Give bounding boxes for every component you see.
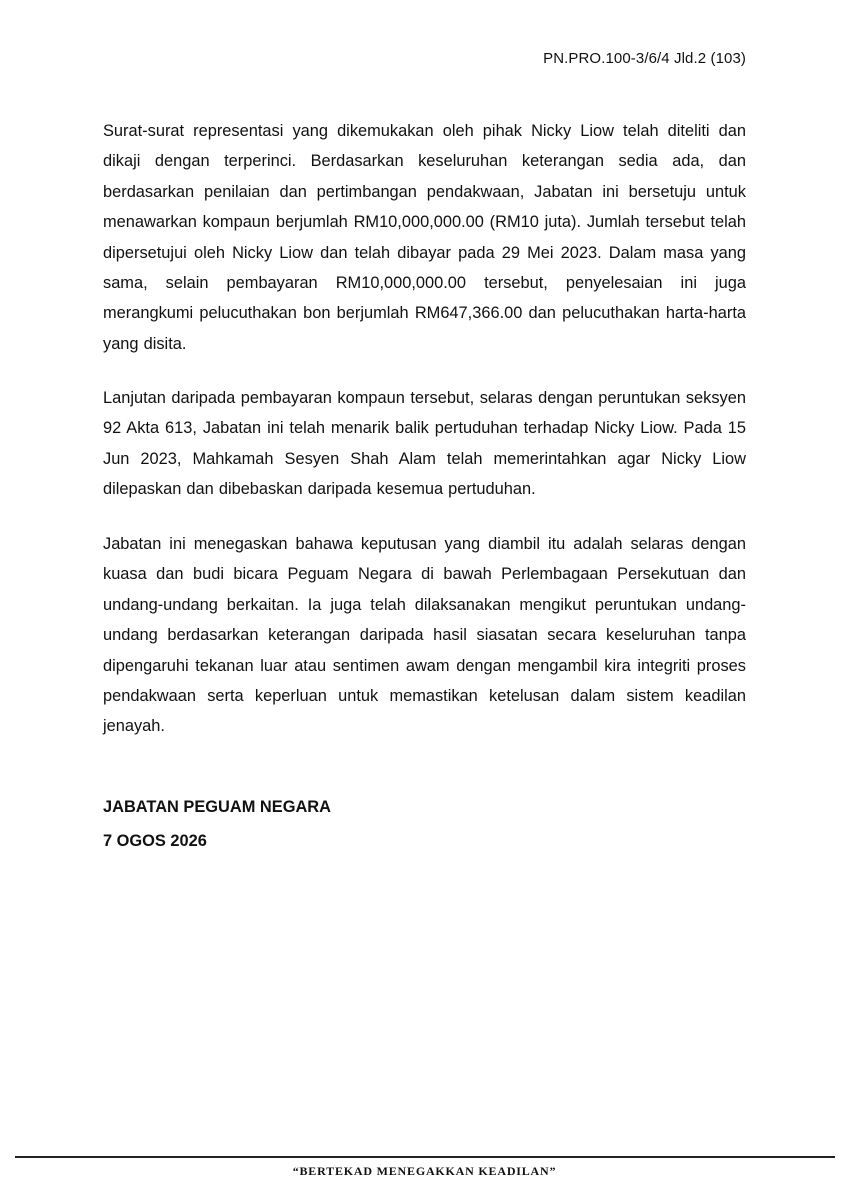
paragraph-statement: Jabatan ini menegaskan bahawa keputusan yang diambil itu adalah selaras dengan kuasa dan budi bicara Peguam Negara di bawah Perlembagaan Persekutuan dan undang-undang berkaitan. Ia juga telah dilaksanakan mengikut peruntukan undang-undang berdasarkan keterangan daripada hasil siasatan secara keseluruhan tanpa dipengaruhi tekanan luar atau sentimen awam dengan mengambil kira integriti proses pendakwaan serta keperluan untuk memastikan ketelusan dalam sistem keadilan jenayah. bbox=[103, 535, 746, 736]
signature-department: JABATAN PEGUAM NEGARA bbox=[103, 798, 331, 816]
reference-number: PN.PRO.100-3/6/4 Jld.2 (103) bbox=[543, 50, 746, 67]
footer-divider bbox=[15, 1156, 835, 1158]
signature-date: 7 OGOS 2026 bbox=[103, 832, 207, 850]
paragraph-withdrawal: Lanjutan daripada pembayaran kompaun tersebut, selaras dengan peruntukan seksyen 92 Akta 613, Jabatan ini telah menarik balik pertuduhan terhadap Nicky Liow. Pada 15 Jun 2023, Mahkamah Sesyen Shah Alam telah memerintahkan agar Nicky Liow dilepaskan dan dibebaskan daripada kesemua pertuduhan. bbox=[103, 389, 746, 499]
footer-motto: “BERTEKAD MENEGAKKAN KEADILAN” bbox=[292, 1164, 557, 1178]
paragraph-representation: Surat-surat representasi yang dikemukakan oleh pihak Nicky Liow telah diteliti dan dikaji dengan terperinci. Berdasarkan keseluruhan keterangan sedia ada, dan berdasarkan penilaian dan pertimbangan pendakwaan, Jabatan ini bersetuju untuk menawarkan kompaun berjumlah RM10,000,000.00 (RM10 juta). Jumlah tersebut telah dipersetujui oleh Nicky Liow dan telah dibayar pada 29 Mei 2023. Dalam masa yang sama, selain pembayaran RM10,000,000.00 tersebut, penyelesaian ini juga merangkumi pelucuthakan bon berjumlah RM647,366.00 dan pelucuthakan harta-harta yang disita. bbox=[103, 122, 746, 353]
